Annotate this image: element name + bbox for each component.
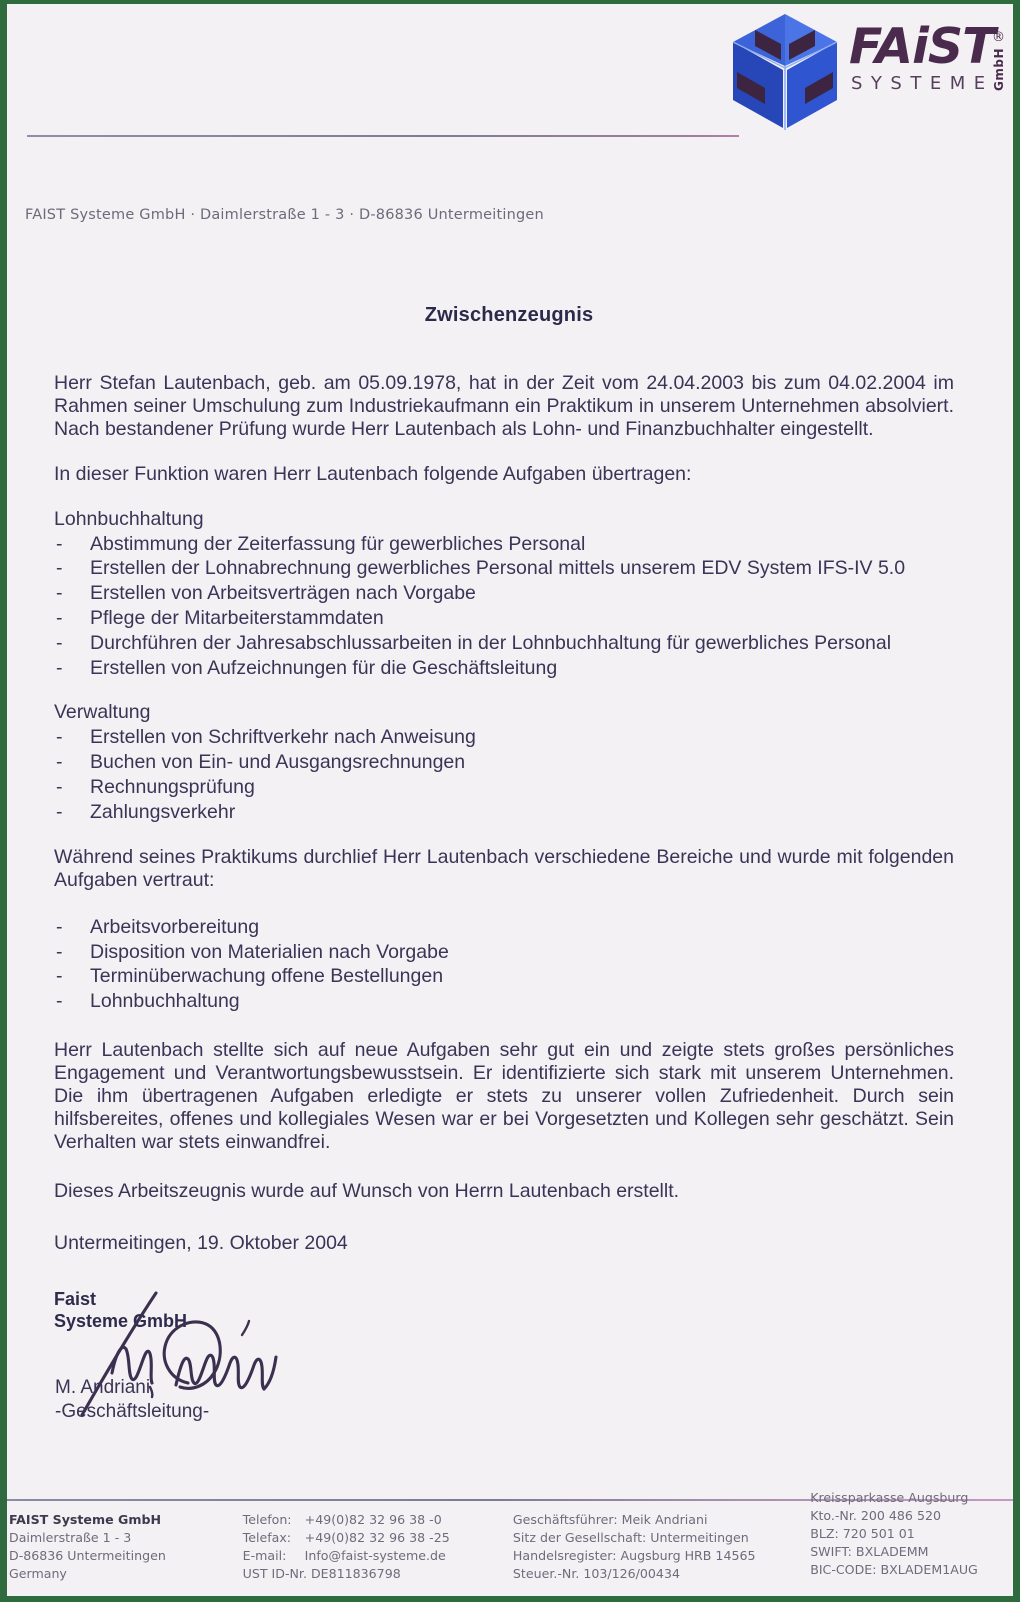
list-item-label: Disposition von Materialien nach Vorgabe — [90, 940, 449, 963]
footer — [7, 1490, 1013, 1583]
footer-bank-column — [810, 1489, 1013, 1583]
footer-registered-office: Sitz der Gesellschaft: Untermeitingen — [512, 1529, 749, 1545]
wordmark-st: ST — [927, 18, 995, 75]
list-item-label: Erstellen von Aufzeichnungen für die Geschäftsleitung — [90, 656, 558, 679]
footer-blz: BLZ: 720 501 01 — [810, 1525, 915, 1541]
dash-bullet: - — [56, 582, 63, 605]
list-item-label: Arbeitsvorbereitung — [90, 915, 260, 938]
wordmark-fa: FA — [849, 18, 913, 75]
dash-bullet: - — [56, 776, 63, 799]
footer-phone — [243, 1511, 503, 1529]
list-item — [54, 557, 954, 580]
header-divider — [27, 135, 739, 137]
list-item-label: Erstellen von Schriftverkehr nach Anweisung — [90, 726, 476, 749]
footer-email-label: E-mail: — [242, 1547, 287, 1563]
faist-logo — [717, 8, 1007, 136]
footer-contact-column — [243, 1511, 513, 1583]
page-title: Zwischenzeugnis — [424, 304, 594, 326]
list-item-label: Pflege der Mitarbeiterstammdaten — [90, 607, 384, 630]
faist-cube-icon — [725, 10, 845, 136]
internship-task-list — [54, 916, 954, 1013]
place-and-date: Untermeitingen, 19. Oktober 2004 — [54, 1232, 348, 1254]
list-item — [54, 916, 954, 939]
evaluation-paragraph: Herr Lautenbach stellte sich auf neue Aufgaben sehr gut ein und zeigte stets großes persönliches Engagement und Verantwortungsbewusstsein. Er identifizierte sich stark mit unserem Unternehmen. Die ihm übertragenen Aufgaben erledigte er stets zu unserer vollen Zufriedenheit. Durch sein hilfsbereites, offenes und kollegiales Wesen war er bei Vorgesetzten und Kollegen sehr geschätzt. Sein Verhalten war stets einwandfrei. — [54, 1038, 954, 1153]
dash-bullet: - — [56, 607, 63, 630]
footer-email — [243, 1547, 503, 1565]
footer-street: Daimlerstraße 1 - 3 — [9, 1529, 132, 1545]
footer-tax-number: Steuer.-Nr. 103/126/00434 — [512, 1565, 680, 1581]
list-item — [54, 751, 954, 774]
faist-wordmark — [849, 18, 1007, 94]
list-item — [54, 941, 954, 964]
footer-fax-value: +49(0)82 32 96 38 -25 — [304, 1529, 450, 1545]
footer-phone-label: Telefon: — [242, 1512, 292, 1527]
list-item-label: Buchen von Ein- und Ausgangsrechnungen — [90, 751, 466, 774]
footer-commercial-register: Handelsregister: Augsburg HRB 14565 — [512, 1547, 756, 1563]
dash-bullet: - — [56, 557, 63, 580]
internship-lead-paragraph: Während seines Praktikums durchlief Herr Lautenbach verschiedene Bereiche und wurde mit folgenden Aufgaben vertraut: — [54, 845, 954, 891]
dash-bullet: - — [56, 800, 63, 823]
dash-bullet: - — [56, 965, 63, 988]
letterhead — [7, 4, 1013, 144]
list-item — [54, 776, 954, 799]
footer-bank-name: Kreissparkasse Augsburg — [810, 1490, 969, 1505]
section-heading-payroll: Lohnbuchhaltung — [54, 507, 204, 530]
dash-bullet: - — [56, 726, 63, 749]
list-item-label: Abstimmung der Zeiterfassung für gewerbliches Personal — [90, 532, 586, 555]
signer-name: M. Andriani — [55, 1376, 151, 1398]
list-item — [54, 607, 954, 630]
signature-area — [54, 1291, 954, 1422]
footer-fax — [243, 1529, 503, 1547]
dash-bullet: - — [56, 990, 63, 1013]
footer-country: Germany — [9, 1565, 67, 1581]
footer-email-value[interactable]: Info@faist-systeme.de — [304, 1547, 446, 1563]
sender-address-line: FAIST Systeme GmbH · Daimlerstraße 1 - 3 · D-86836 Untermeitingen — [25, 207, 544, 223]
list-item — [54, 632, 954, 655]
list-item-label: Zahlungsverkehr — [90, 800, 236, 823]
signer-role: -Geschäftsleitung- — [55, 1400, 210, 1422]
registered-trademark-icon: ® — [992, 30, 1005, 45]
list-item-label: Erstellen von Arbeitsverträgen nach Vorgabe — [90, 582, 476, 605]
signature-block — [54, 1232, 954, 1422]
footer-account-number: Kto.-Nr. 200 486 520 — [810, 1507, 941, 1523]
dash-bullet: - — [56, 631, 63, 654]
footer-phone-value: +49(0)82 32 96 38 -0 — [304, 1512, 442, 1527]
list-item — [54, 801, 954, 824]
intro-paragraph: Herr Stefan Lautenbach, geb. am 05.09.1978, hat in der Zeit vom 24.04.2003 bis zum 04.02.2004 im Rahmen seiner Umschulung zum Industriekaufmann ein Praktikum in unserem Unternehmen absolviert. Nach bestandener Prüfung wurde Herr Lautenbach als Lohn- und Finanzbuchhalter eingestellt. — [54, 371, 954, 440]
footer-bic: BIC-CODE: BXLADEM1AUG — [810, 1561, 978, 1577]
list-item — [54, 726, 954, 749]
list-item — [54, 533, 954, 556]
wordmark-systeme: SYSTEME — [851, 72, 994, 94]
footer-fax-label: Telefax: — [242, 1529, 292, 1545]
list-item — [54, 582, 954, 605]
signing-company-line2: Systeme GmbH — [54, 1310, 188, 1331]
footer-managing-director: Geschäftsführer: Meik Andriani — [512, 1512, 708, 1527]
dash-bullet: - — [56, 532, 63, 555]
section-heading-administration: Verwaltung — [54, 701, 151, 724]
footer-city: D-86836 Untermeitingen — [9, 1547, 166, 1563]
signing-company-line1: Faist — [54, 1289, 97, 1309]
list-item-label: Durchführen der Jahresabschlussarbeiten in der Lohnbuchhaltung für gewerbliches Personal — [90, 631, 892, 654]
dash-bullet: - — [56, 751, 63, 774]
list-item-label: Rechnungsprüfung — [90, 776, 255, 799]
payroll-task-list — [54, 533, 954, 680]
footer-company-name: FAIST Systeme GmbH — [9, 1512, 162, 1527]
duties-lead-paragraph: In dieser Funktion waren Herr Lautenbach folgende Aufgaben übertragen: — [54, 462, 692, 485]
administration-task-list — [54, 726, 954, 823]
footer-swift: SWIFT: BXLADEMM — [810, 1543, 929, 1559]
dash-bullet: - — [56, 940, 63, 963]
list-item — [54, 965, 954, 988]
wordmark-i: i — [912, 18, 928, 75]
dash-bullet: - — [56, 915, 63, 938]
list-item — [54, 657, 954, 680]
footer-vat-id: UST ID-Nr. DE811836798 — [242, 1565, 401, 1581]
list-item — [54, 990, 954, 1013]
wordmark-gmbh: GmbH — [992, 48, 1006, 91]
dash-bullet: - — [56, 656, 63, 679]
list-item-label: Erstellen der Lohnabrechnung gewerbliches Personal mittels unserem EDV System IFS-IV 5.0 — [90, 557, 906, 580]
footer-company-column — [7, 1511, 243, 1583]
letter-body — [54, 304, 954, 1225]
footer-legal-column — [513, 1511, 810, 1583]
closing-paragraph: Dieses Arbeitszeugnis wurde auf Wunsch von Herrn Lautenbach erstellt. — [54, 1179, 680, 1202]
list-item-label: Lohnbuchhaltung — [90, 990, 240, 1013]
list-item-label: Terminüberwachung offene Bestellungen — [90, 965, 444, 988]
